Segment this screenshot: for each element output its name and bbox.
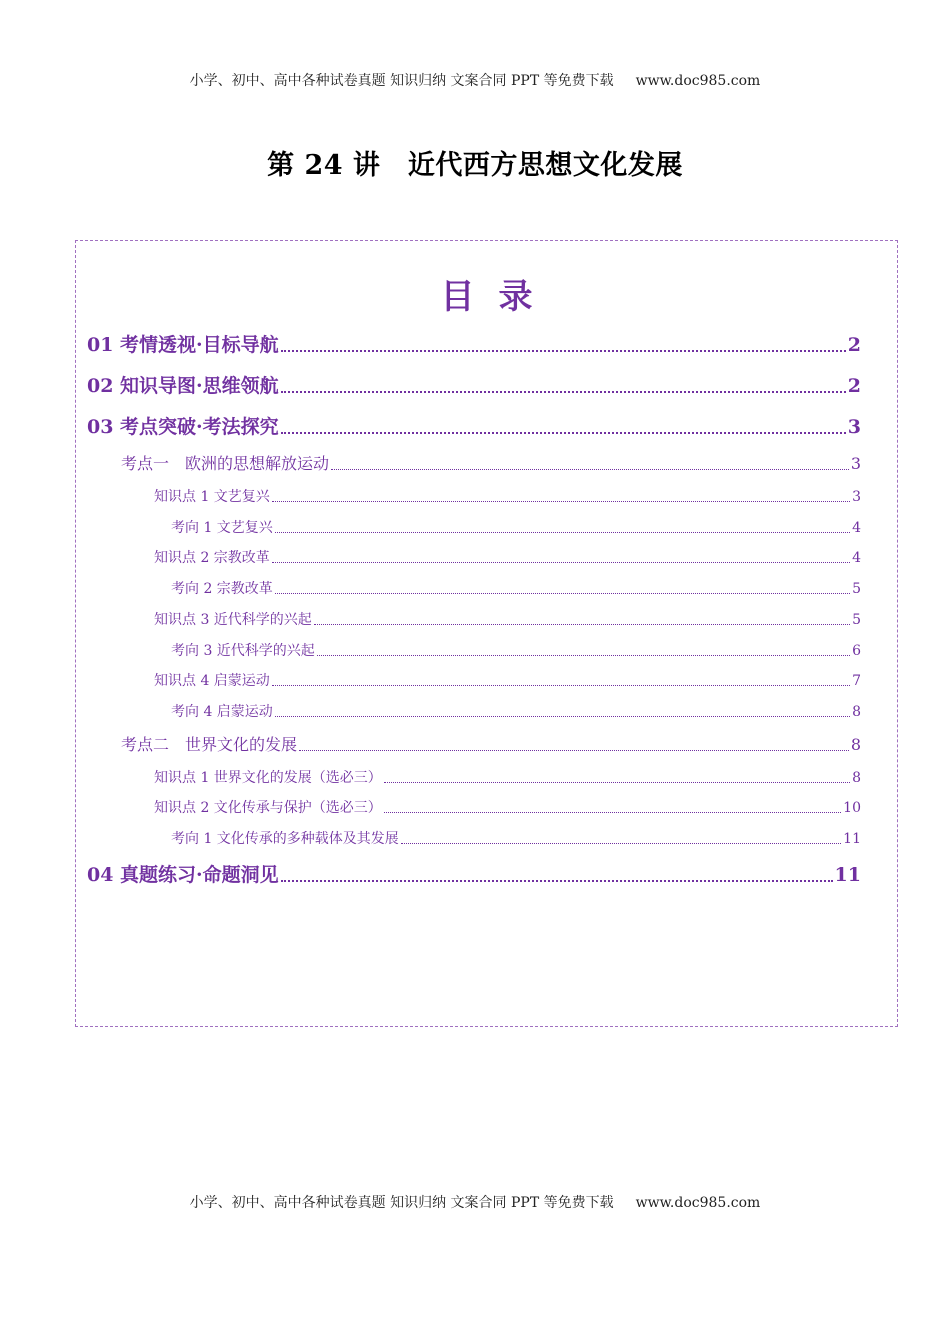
header-site[interactable]: www.doc985.com	[635, 73, 761, 89]
header-text: 小学、初中、高中各种试卷真题 知识归纳 文案合同 PPT 等免费下载	[189, 73, 614, 89]
toc-heading: 目录	[440, 277, 557, 317]
page-header	[0, 70, 950, 90]
toc-entry[interactable]: 知识点 1 文艺复兴 3	[154, 489, 861, 505]
toc-entry[interactable]: 知识点 4 启蒙运动 7	[154, 673, 861, 689]
toc-entry[interactable]: 知识点 3 近代科学的兴起 5	[154, 612, 861, 628]
footer-text: 小学、初中、高中各种试卷真题 知识归纳 文案合同 PPT 等免费下载	[189, 1195, 614, 1211]
toc-entry[interactable]: 考向 1 文化传承的多种载体及其发展 11	[171, 831, 861, 847]
toc-entry[interactable]: 04 真题练习·命题洞见 11	[87, 864, 861, 886]
toc-entry[interactable]: 考向 3 近代科学的兴起 6	[171, 643, 861, 659]
toc-entry[interactable]: 02 知识导图·思维领航 2	[87, 375, 861, 397]
toc-entry[interactable]: 知识点 2 文化传承与保护（选必三） 10	[154, 800, 861, 816]
toc-entry[interactable]: 考点一 欧洲的思想解放运动 3	[121, 454, 861, 473]
toc-entry[interactable]: 考向 1 文艺复兴 4	[171, 520, 861, 536]
toc-entry[interactable]: 考向 4 启蒙运动 8	[171, 704, 861, 720]
page-title: 第 24 讲 近代西方思想文化发展	[267, 150, 683, 181]
toc-entry[interactable]: 考点二 世界文化的发展 8	[121, 735, 861, 754]
footer-site[interactable]: www.doc985.com	[635, 1195, 761, 1211]
toc-entry[interactable]: 03 考点突破·考法探究 3	[87, 416, 861, 438]
toc-entry[interactable]: 知识点 1 世界文化的发展（选必三） 8	[154, 770, 861, 786]
table-of-contents	[75, 240, 898, 1027]
toc-entry[interactable]: 01 考情透视·目标导航 2	[87, 334, 861, 356]
toc-entry[interactable]: 知识点 2 宗教改革 4	[154, 550, 861, 566]
toc-entry[interactable]: 考向 2 宗教改革 5	[171, 581, 861, 597]
page-footer	[0, 1192, 950, 1212]
